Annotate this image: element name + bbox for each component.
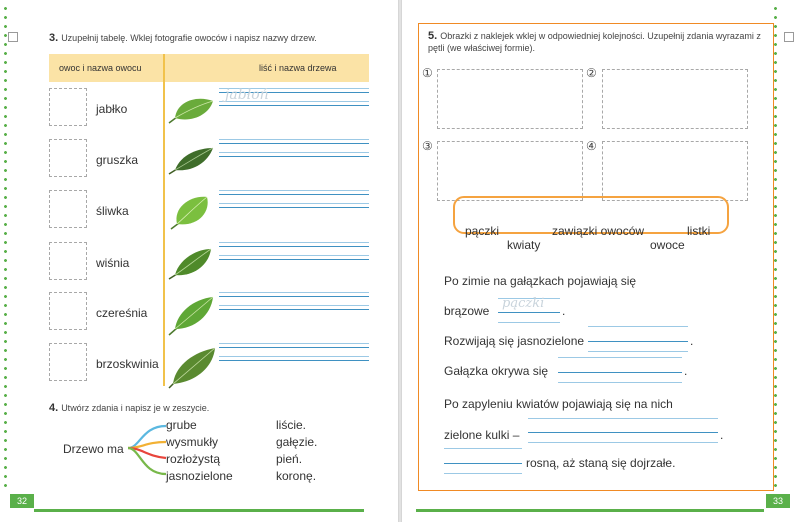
- box-number: ④: [586, 139, 597, 153]
- branch-green: [128, 448, 166, 474]
- corner-marker: [784, 32, 794, 42]
- noun: pień.: [276, 452, 303, 466]
- writing-lines[interactable]: [219, 242, 369, 268]
- col2-header: liść i nazwa drzewa: [259, 63, 337, 73]
- task5-instruction: Obrazki z naklejek wklej w odpowiedniej kolejności. Uzupełnij zdania wyrazami z pętli (we właściwej formie).: [428, 31, 761, 53]
- photo-placeholder[interactable]: [49, 292, 87, 330]
- col1-header: owoc i nazwa owocu: [59, 63, 142, 73]
- fruit-name: wiśnia: [96, 256, 130, 270]
- sentence-3: Gałązka okrywa się: [444, 364, 549, 378]
- box-number: ③: [422, 139, 433, 153]
- fruit-name: jabłko: [96, 102, 128, 116]
- sentence-4: Po zapyleniu kwiatów pojawiają się na nich: [444, 397, 673, 411]
- adjective: wysmukły: [166, 435, 219, 449]
- table-header: [49, 54, 369, 82]
- word-bank-item: zawiązki owoców: [552, 224, 645, 238]
- noun: liście.: [276, 418, 307, 432]
- photo-placeholder[interactable]: [49, 139, 87, 177]
- sentence-5: zielone kulki –: [444, 428, 520, 442]
- writing-lines[interactable]: [219, 139, 369, 165]
- page-bottom-bar: [34, 509, 364, 512]
- peach-leaf-image: [167, 346, 217, 390]
- right-page: 33 5. Obrazki z naklejek wklej w odpowiedniej kolejności. Uzupełnij zdania wyrazami z pętli (we właściwej formie). ① ② ③ ④ pączki zawiązki owoców listki kwiaty owoce Po zimie na gałązkach pojawiają się brązowe pączki . Rozwijają się jasnozielone . Gałązka okrywa się . Po zapyleniu kwiatów pojawiają się na nich zielone kulki – . rosną, aż staną się dojrzałe.: [402, 0, 800, 522]
- box-number: ②: [586, 66, 597, 80]
- table-row: [49, 238, 369, 288]
- photo-placeholder[interactable]: [49, 190, 87, 228]
- dotted-margin: [774, 4, 777, 490]
- adjective: jasnozielone: [166, 469, 233, 483]
- fruit-name: gruszka: [96, 153, 139, 167]
- pear-leaf-image: [167, 142, 217, 178]
- table-row: [49, 186, 369, 236]
- sticker-box-3[interactable]: [437, 141, 583, 201]
- writing-lines[interactable]: [219, 292, 369, 318]
- word-bank-item: pączki: [465, 224, 500, 238]
- task4-number: 4.: [49, 402, 59, 414]
- plum-leaf-image: [167, 193, 217, 233]
- answer-line[interactable]: [498, 312, 560, 313]
- sentence-1: Po zimie na gałązkach pojawiają się: [444, 274, 637, 288]
- traced-example-word: jabłoń: [225, 87, 269, 103]
- adjective: grube: [166, 418, 197, 432]
- task3-number: 3.: [49, 32, 59, 44]
- sentence-branches: [128, 420, 168, 480]
- corner-marker: [8, 32, 18, 42]
- answer-line[interactable]: [558, 372, 682, 373]
- page-number: 32: [10, 494, 34, 508]
- photo-placeholder[interactable]: [49, 343, 87, 381]
- sticker-box-1[interactable]: [437, 69, 583, 129]
- task5-heading: [428, 30, 768, 54]
- answer-line[interactable]: [444, 463, 522, 464]
- answer-line[interactable]: [588, 341, 688, 342]
- sweet-cherry-leaf-image: [167, 295, 217, 337]
- answer-line[interactable]: [528, 432, 718, 433]
- page-bottom-bar: [416, 509, 764, 512]
- left-page: [0, 0, 398, 522]
- sticker-box-4[interactable]: [602, 141, 748, 201]
- sentence-6: rosną, aż staną się dojrzałe.: [526, 456, 676, 470]
- writing-lines[interactable]: [219, 190, 369, 216]
- box-number: ①: [422, 66, 433, 80]
- adjective: rozłożystą: [166, 452, 221, 466]
- cherry-leaf-image: [167, 245, 217, 283]
- word-bank-item: kwiaty: [507, 238, 541, 252]
- sentence-subject: Drzewo ma: [63, 442, 124, 456]
- traced-example-answer: pączki: [502, 296, 545, 311]
- task3-instruction: Uzupełnij tabelę. Wklej fotografie owoców i napisz nazwy drzew.: [61, 33, 317, 43]
- noun: koronę.: [276, 469, 317, 483]
- writing-lines[interactable]: [219, 343, 369, 369]
- fruit-name: brzoskwinia: [96, 357, 159, 371]
- photo-placeholder[interactable]: [49, 242, 87, 280]
- table-row: [49, 339, 369, 389]
- photo-placeholder[interactable]: [49, 88, 87, 126]
- task4-instruction: Utwórz zdania i napisz je w zeszycie.: [61, 403, 210, 413]
- word-bank-item: listki: [687, 224, 711, 238]
- task3-heading: [49, 32, 317, 44]
- noun: gałęzie.: [276, 435, 318, 449]
- fruit-name: śliwka: [96, 204, 129, 218]
- sentence-2: Rozwijają się jasnozielone: [444, 334, 585, 348]
- task5-number: 5.: [428, 30, 438, 42]
- task4-heading: [49, 402, 209, 414]
- page-number: 33: [766, 494, 790, 508]
- apple-leaf-image: [167, 91, 217, 127]
- table-row: [49, 135, 369, 185]
- sticker-box-2[interactable]: [602, 69, 748, 129]
- dotted-margin: [4, 4, 7, 490]
- sentence-1b: brązowe: [444, 304, 490, 318]
- table-row: [49, 84, 369, 134]
- word-bank-item: owoce: [650, 238, 685, 252]
- fruit-name: czereśnia: [96, 306, 148, 320]
- table-row: [49, 288, 369, 338]
